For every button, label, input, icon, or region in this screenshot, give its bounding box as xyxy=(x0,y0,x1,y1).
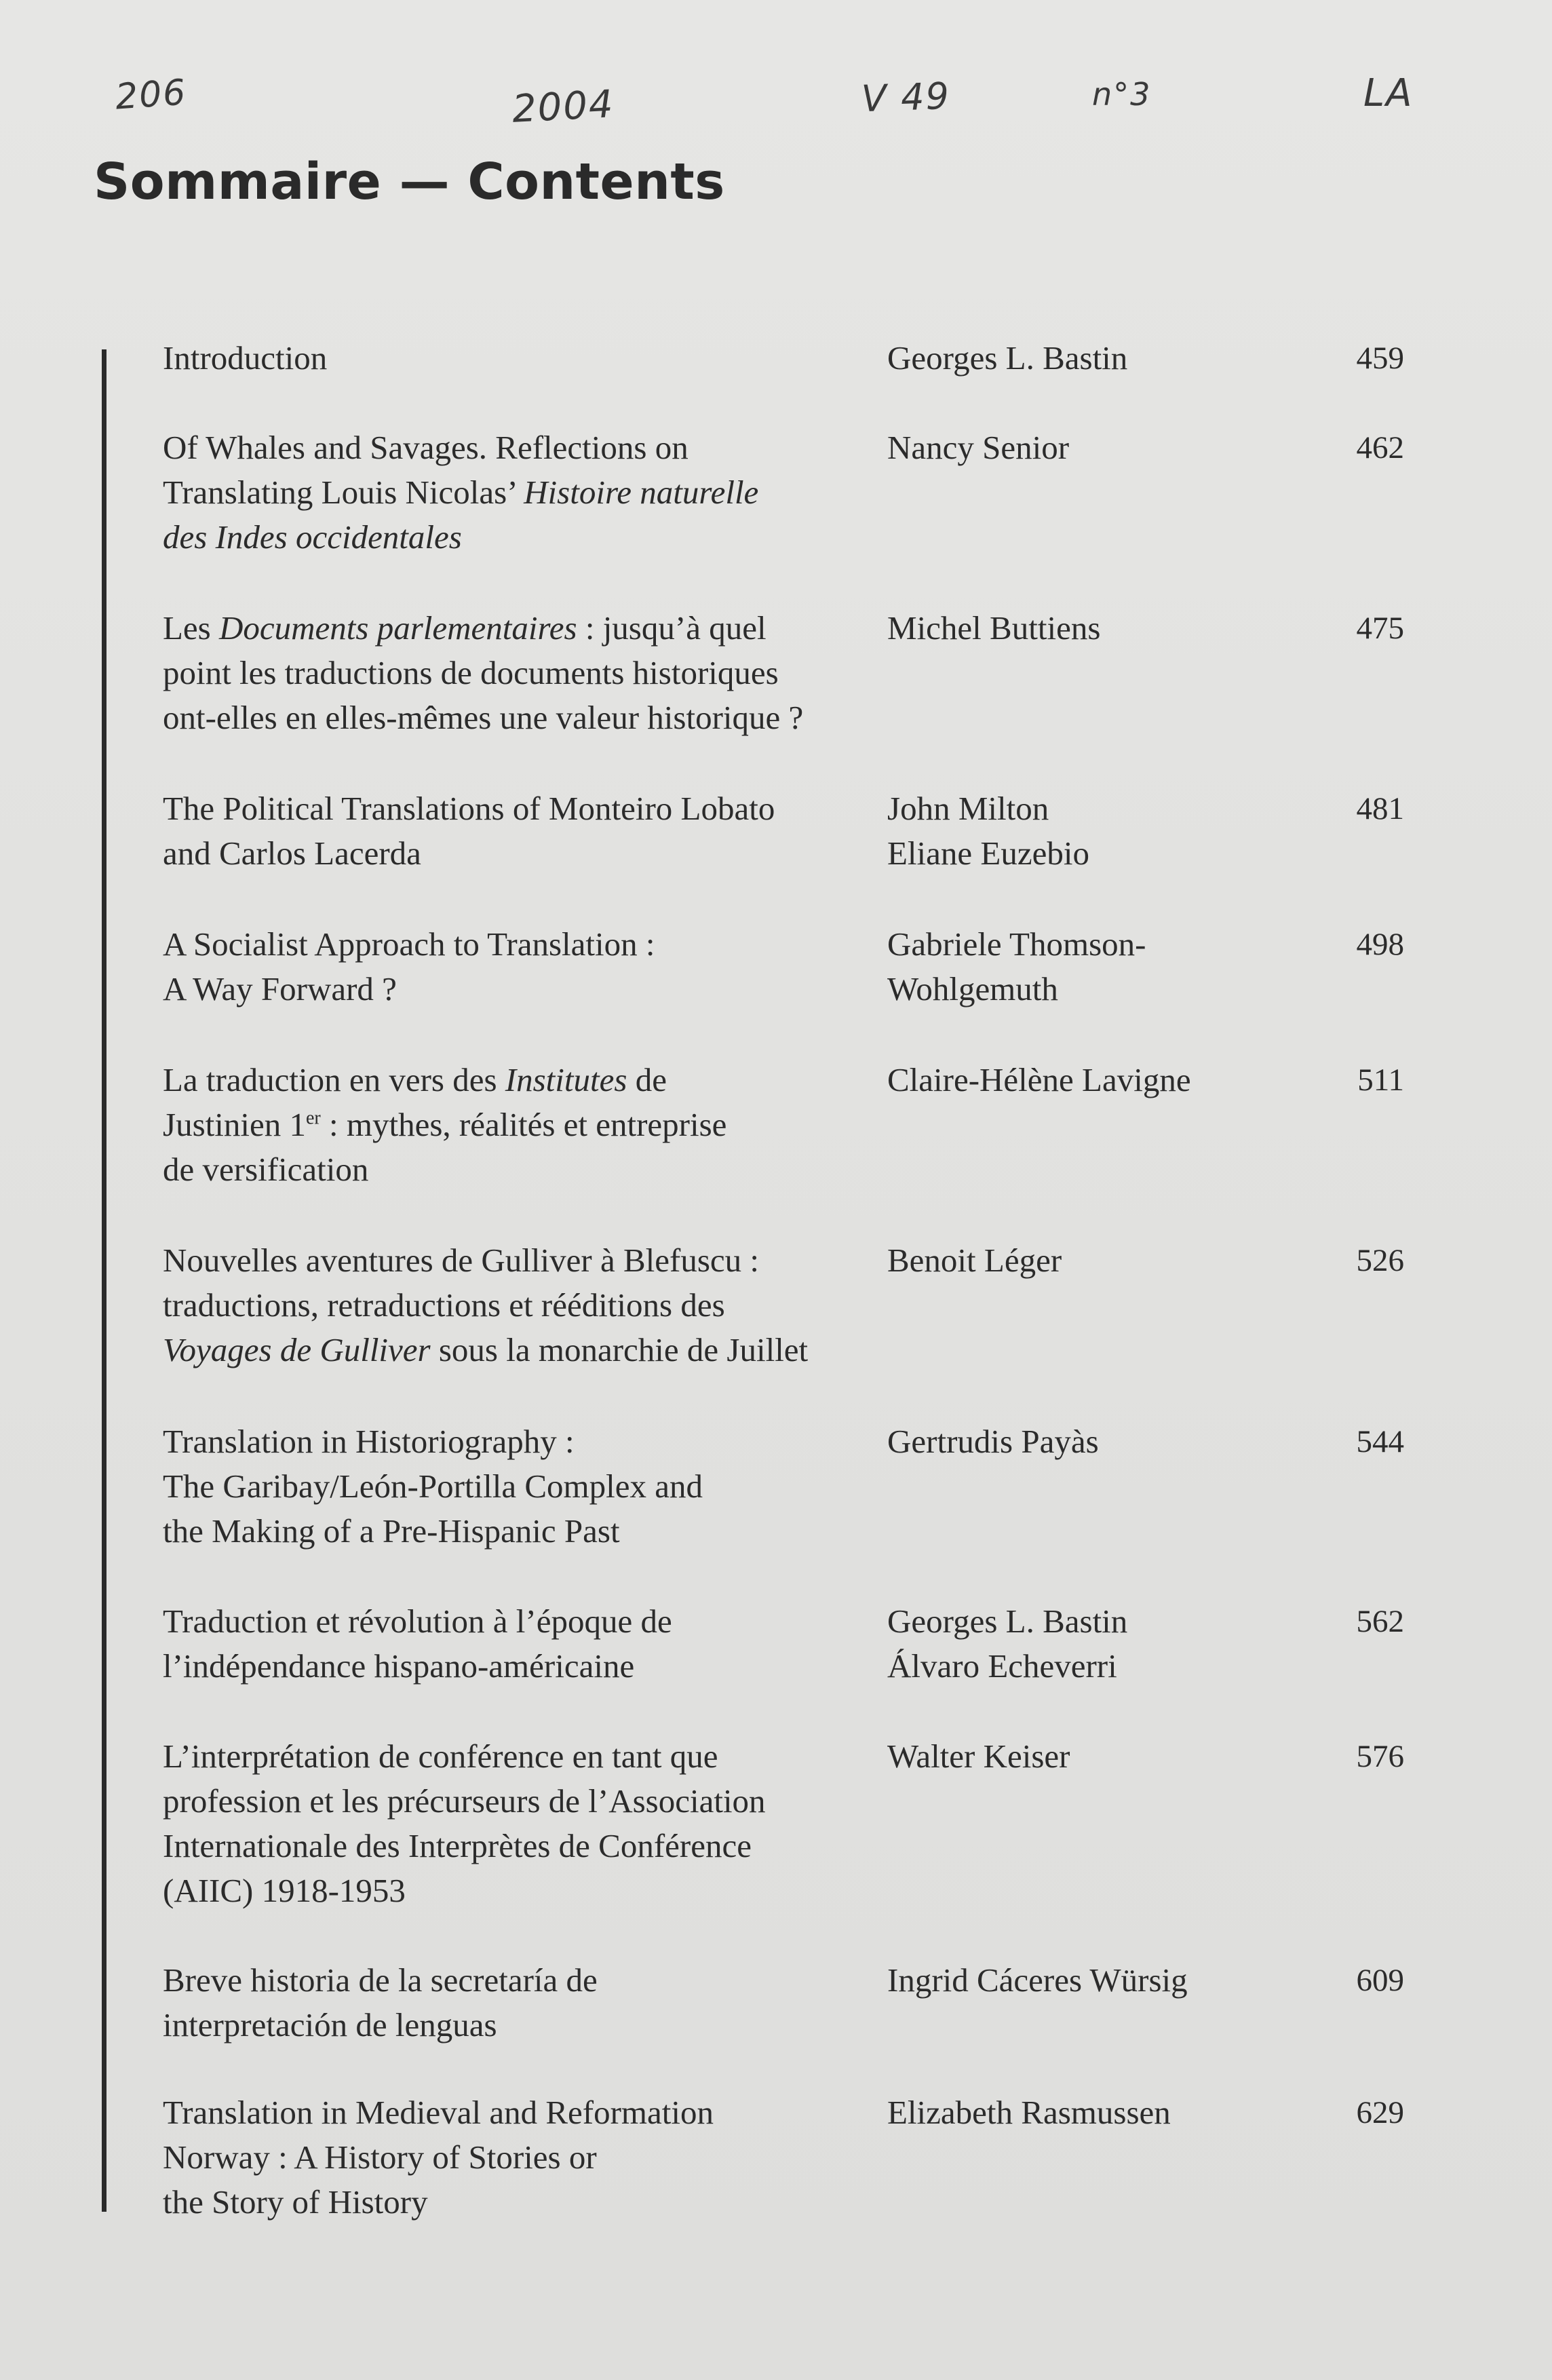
entry-title-line: Translation in Medieval and Reformation xyxy=(163,2094,714,2131)
entry-title-line xyxy=(163,515,936,560)
entry-title-line: The Political Translations of Monteiro Lobato xyxy=(163,790,775,827)
entry-authors xyxy=(887,786,1240,876)
entry-author: Wohlgemuth xyxy=(887,970,1058,1007)
entry-title-line: l’indépendance hispano-américaine xyxy=(163,1647,635,1685)
entry-title xyxy=(163,1599,936,1689)
entry-title-line: the Story of History xyxy=(163,2183,428,2221)
entry-title xyxy=(163,1734,936,1913)
entry-page: 609 xyxy=(1356,1963,1404,1998)
entry-page: 498 xyxy=(1356,927,1404,962)
entry-page: 462 xyxy=(1356,430,1404,465)
entry-title xyxy=(163,606,936,740)
entry-title-line-italic: Histoire naturelle xyxy=(524,474,759,511)
handwritten-annotation: 2004 xyxy=(511,82,616,132)
entry-authors xyxy=(887,425,1240,470)
entry-authors xyxy=(887,1734,1240,1779)
entry-title xyxy=(163,425,936,560)
entry-title xyxy=(163,1238,808,1373)
page-title: Sommaire — Contents xyxy=(94,153,725,211)
entry-title-line: ont-elles en elles-mêmes une valeur historique ? xyxy=(163,699,804,736)
handwritten-annotation: 206 xyxy=(114,72,189,118)
entry-author: Álvaro Echeverri xyxy=(887,1647,1117,1685)
entry-title-line: Breve historia de la secretaría de xyxy=(163,1961,598,1999)
entry-author: John Milton xyxy=(887,790,1049,827)
entry-title xyxy=(163,1958,936,2048)
handwritten-annotation: n°3 xyxy=(1092,76,1152,113)
entry-page: 459 xyxy=(1356,341,1404,376)
entry-title-line: A Socialist Approach to Translation : xyxy=(163,925,655,963)
entry-title-line xyxy=(163,470,936,515)
entry-title-line: the Making of a Pre-Hispanic Past xyxy=(163,1512,620,1550)
entry-title-line: point les traductions de documents historiques xyxy=(163,654,779,691)
entry-title xyxy=(163,336,936,381)
entry-page: 526 xyxy=(1356,1243,1404,1278)
entry-page: 544 xyxy=(1356,1424,1404,1459)
entry-author: Nancy Senior xyxy=(887,429,1070,466)
entry-title-line: de versification xyxy=(163,1151,369,1188)
entry-author: Georges L. Bastin xyxy=(887,1602,1128,1640)
entry-author: Eliane Euzebio xyxy=(887,834,1089,872)
entry-title xyxy=(163,1058,936,1192)
entry-title xyxy=(163,922,936,1012)
entry-title-line: Of Whales and Savages. Reflections on xyxy=(163,429,688,466)
entry-title-line: and Carlos Lacerda xyxy=(163,834,421,872)
entry-title-line-italic: des Indes occidentales xyxy=(163,518,462,556)
entry-title-line: Traduction et révolution à l’époque de xyxy=(163,1602,672,1640)
entry-author: Gabriele Thomson- xyxy=(887,925,1146,963)
entry-page: 481 xyxy=(1356,791,1404,826)
entry-title-line: Justinien 1er : mythes, réalités et entreprise xyxy=(163,1106,727,1143)
entry-authors xyxy=(887,2090,1240,2135)
entry-authors xyxy=(887,1419,1240,1464)
entry-page: 629 xyxy=(1356,2095,1404,2130)
entry-authors xyxy=(887,1958,1240,2003)
entry-title-line: Voyages de Gulliver sous la monarchie de Juillet xyxy=(163,1331,809,1368)
entry-title-line: traductions, retraductions et rééditions des xyxy=(163,1286,725,1324)
entry-title-line: profession et les précurseurs de l’Association xyxy=(163,1782,766,1820)
entry-title-line: interpretación de lenguas xyxy=(163,2006,497,2043)
handwritten-annotation: V 49 xyxy=(860,74,951,121)
entry-title-line: Les Documents parlementaires : jusqu’à quel xyxy=(163,609,767,647)
entry-page: 511 xyxy=(1357,1062,1404,1098)
entry-author: Elizabeth Rasmussen xyxy=(887,2094,1171,2131)
entry-title-line: Introduction xyxy=(163,339,328,377)
entry-authors xyxy=(887,1599,1240,1689)
entry-page: 475 xyxy=(1356,611,1404,646)
entry-title-line: Internationale des Interprètes de Conférence xyxy=(163,1827,752,1864)
entry-title xyxy=(163,2090,936,2225)
entry-author: Georges L. Bastin xyxy=(887,339,1128,377)
entry-title xyxy=(163,786,775,876)
entry-authors xyxy=(887,922,1240,1012)
entry-title xyxy=(163,1419,936,1554)
entry-title-line: Nouvelles aventures de Gulliver à Blefuscu : xyxy=(163,1242,760,1279)
entry-page: 576 xyxy=(1356,1739,1404,1774)
entry-author: Michel Buttiens xyxy=(887,609,1101,647)
entry-title-line: Norway : A History of Stories or xyxy=(163,2138,597,2176)
entry-author: Ingrid Cáceres Würsig xyxy=(887,1961,1188,1999)
entry-authors xyxy=(887,1058,1240,1102)
entry-title-line: The Garibay/León-Portilla Complex and xyxy=(163,1467,703,1505)
entry-title-line: A Way Forward ? xyxy=(163,970,397,1007)
entry-title-line: La traduction en vers des Institutes de xyxy=(163,1061,667,1098)
entry-page: 562 xyxy=(1356,1604,1404,1639)
entry-title-line: Translation in Historiography : xyxy=(163,1423,575,1460)
entry-authors xyxy=(887,336,1240,381)
entry-authors xyxy=(887,606,1240,651)
entry-title-line: L’interprétation de conférence en tant que xyxy=(163,1738,718,1775)
handwritten-annotation: LA xyxy=(1363,71,1414,115)
entry-author: Claire-Hélène Lavigne xyxy=(887,1061,1191,1098)
entry-author: Walter Keiser xyxy=(887,1738,1070,1775)
entry-authors xyxy=(887,1238,1240,1283)
entry-title-line: (AIIC) 1918-1953 xyxy=(163,1872,406,1909)
entry-title-line-pre: Translating Louis Nicolas’ xyxy=(163,474,524,511)
entry-author: Gertrudis Payàs xyxy=(887,1423,1099,1460)
vertical-rule xyxy=(102,349,106,2212)
entry-author: Benoit Léger xyxy=(887,1242,1062,1279)
